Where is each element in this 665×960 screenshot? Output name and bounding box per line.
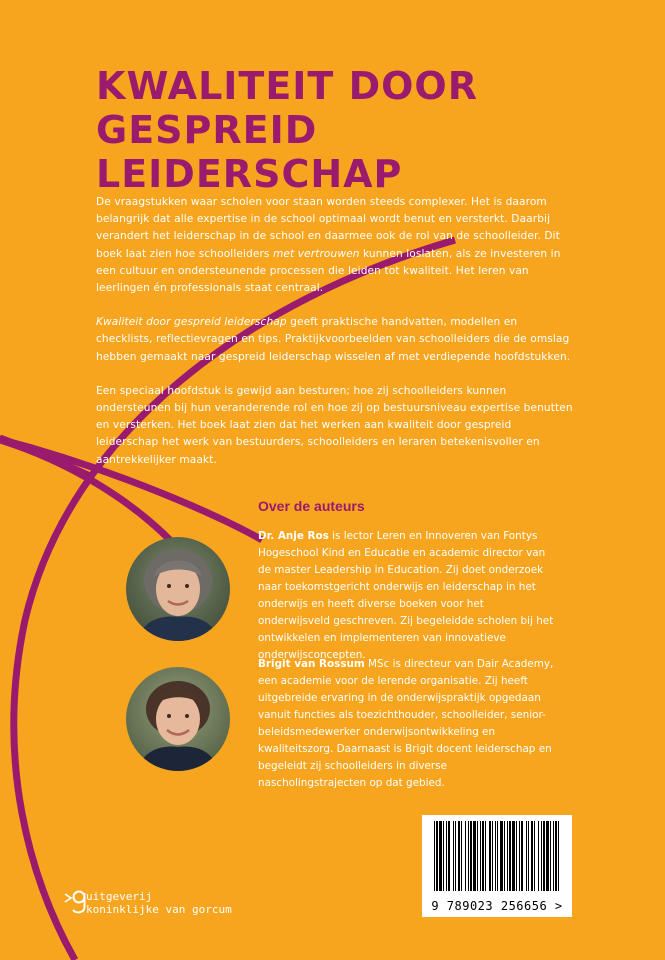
isbn-barcode [422, 815, 572, 917]
intro-text [96, 194, 574, 486]
authors-heading: Over de auteurs [258, 498, 365, 514]
book-title [96, 64, 616, 196]
barcode-bar [521, 821, 523, 891]
intro-paragraph-2 [96, 314, 574, 366]
intro-p1-emphasis: met vertrouwen [273, 247, 360, 260]
barcode-bar [480, 821, 481, 891]
title-line-2: GESPREID LEIDERSCHAP [96, 108, 403, 196]
barcode-bar [519, 821, 520, 891]
barcode-bar [507, 821, 508, 891]
author-name-anje-ros: Dr. Anje Ros [258, 530, 329, 542]
author-photo-anje-ros [126, 537, 230, 641]
barcode-bar [446, 821, 447, 891]
barcode-bar [461, 821, 462, 891]
author-photo-brigit-van-rossum [126, 667, 230, 771]
intro-paragraph-1 [96, 194, 574, 297]
author-bio-anje-ros [258, 528, 558, 664]
title-line-1: KWALITEIT DOOR [96, 64, 478, 108]
author-text-brigit-van-rossum: MSc is directeur van Dair Academy, een academie voor de lerende organisatie. Zij heeft uitgebreide ervaring in de onderwijspraktijk opgedaan vanuit functies als toezichthouder, schoolleider, senior-beleidsmedewerker onderwijsontwikkeling en kwaliteitszorg. Daarnaast is Brigit docent leiderschap en begeleidt zij schoolleiders in diverse nascholingstrajecten op dat gebied. [258, 658, 554, 789]
barcode-bar [468, 821, 469, 891]
publisher-line-2: koninklijke van gorcum [86, 903, 232, 916]
barcode-bar [492, 821, 493, 891]
barcode-bar [470, 821, 472, 891]
barcode-bar [541, 821, 542, 891]
barcode-bar [439, 821, 442, 891]
intro-p1-text-end: kunnen loslaten, als ze investeren in een cultuur en ondersteunende processen die leiden tot kwaliteit. Het leren van leerlingen én professionals staat centraal. [96, 247, 561, 295]
barcode-bar [453, 821, 454, 891]
barcode-bar [458, 821, 460, 891]
barcode-bar [534, 821, 535, 891]
barcode-bar [543, 821, 545, 891]
barcode-bar [538, 821, 539, 891]
barcode-bars [422, 815, 572, 897]
barcode-bar [448, 821, 450, 891]
barcode-bar [500, 821, 503, 891]
barcode-bar [485, 821, 486, 891]
barcode-bar [550, 821, 551, 891]
barcode-bar [526, 821, 527, 891]
barcode-bar [555, 821, 557, 891]
publisher-line-1: uitgeverij [86, 890, 153, 903]
barcode-bar [512, 821, 515, 891]
barcode-bar [504, 821, 505, 891]
barcode-bar [477, 821, 478, 891]
author-name-brigit-van-rossum: Brigit van Rossum [258, 658, 365, 670]
barcode-bar [482, 821, 484, 891]
intro-paragraph-3: Een speciaal hoofdstuk is gewijd aan besturen; hoe zij schoolleiders kunnen ondersteunen bij hun veranderende rol en hoe zij op bestuursniveau expertise benutten en versterken. Het boek laat zien dat het werken aan kwaliteit door gespreid leiderschap het werk van bestuurders, schoolleiders en leraren betekenisvoller en aantrekkelijker maakt. [96, 384, 573, 466]
author-text-anje-ros: is lector Leren en Innoveren van Fontys Hogeschool Kind en Educatie en academic director van de master Leadership in Education. Zij doet onderzoek naar toekomstgericht onderwijs en leiderschap in het onderwijs en heeft diverse boeken voor het onderwijsveld geschreven. Zij begeleidde scholen bij het ontwikkelen en implementeren van innovatieve onderwijsconcepten. [258, 530, 554, 661]
barcode-bar [495, 821, 496, 891]
barcode-bar [473, 821, 476, 891]
barcode-bar [434, 821, 435, 891]
barcode-bar [528, 821, 529, 891]
intro-p2-book-title: Kwaliteit door gespreid leiderschap [96, 316, 287, 329]
barcode-bar [558, 821, 559, 891]
author-bio-brigit-van-rossum [258, 656, 558, 792]
barcode-bar [531, 821, 533, 891]
isbn-number: 9 789023 256656 > [431, 899, 563, 913]
barcode-bar [509, 821, 511, 891]
intro-p2-text: geeft praktische handvatten, modellen en checklists, reflectievragen en tips. Praktijkvoorbeelden van schoolleiders die de omslag hebben gemaakt naar gespreid leiderschap wisselen af met verdiepende hoofdstukken. [96, 316, 571, 363]
barcode-bar [553, 821, 554, 891]
barcode-bar [436, 821, 438, 891]
intro-p1-text: De vraagstukken waar scholen voor staan worden steeds complexer. Het is daarom belangrijk dat alle expertise in de school optimaal wordt benut en versterkt. Daarbij verandert het leiderschap in de school en daarmee ook de rol van de schoolleider. Dit boek laat zien hoe schoolleiders [96, 196, 560, 260]
barcode-bar [497, 821, 498, 891]
barcode-bar [443, 821, 444, 891]
barcode-bar [489, 821, 491, 891]
barcode-bar [546, 821, 549, 891]
barcode-bar [465, 821, 466, 891]
barcode-bar [455, 821, 456, 891]
barcode-bar [516, 821, 517, 891]
